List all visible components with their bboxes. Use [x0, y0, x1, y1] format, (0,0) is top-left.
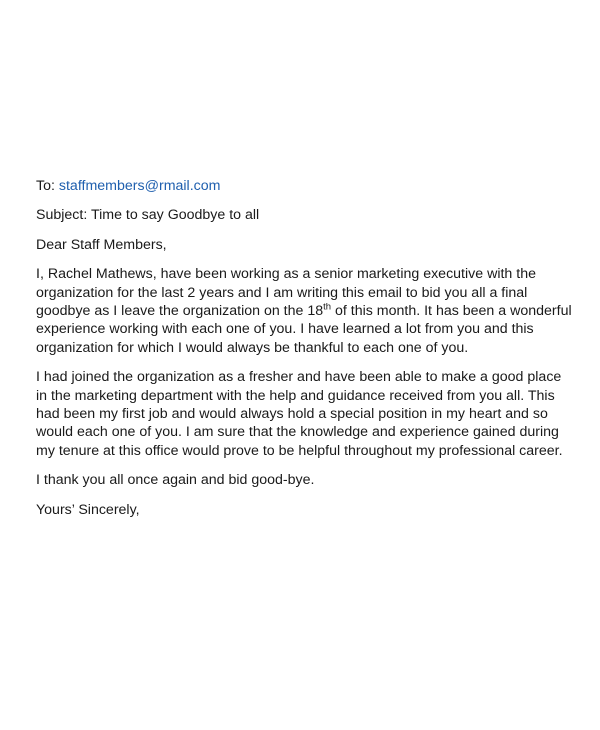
recipient-email-link[interactable]: staffmembers@rmail.com [58, 178, 221, 194]
salutation: Dear Staff Members, [36, 236, 167, 253]
paragraph-intro [36, 265, 576, 357]
subject-text: Time to say Goodbye to all [90, 207, 260, 224]
subject-line [36, 206, 576, 224]
paragraph-thanks: I thank you all once again and bid good-bye. [36, 472, 315, 489]
paragraph-intro-part-b: of this month. It has been a wonderful experience working with each one of you. I have learned a lot from you and this organization for which I would always be thankful to each one of you. [36, 303, 572, 356]
paragraph-intro-part-a: I, Rachel Mathews, have been working as a senior marketing executive with the organization for the last 2 years and I am writing this email to bid you all a final goodbye as I leave the organization on the 18 [36, 266, 536, 320]
to-label: To: [36, 178, 55, 194]
email-letter [36, 177, 576, 519]
paragraph-experience: I had joined the organization as a fresher and have been able to make a good place in the marketing department with the help and guidance received from you all. This had been my first job and would always hold a special position in my heart and so would each one of you. I am sure that the knowledge and experience gained during my tenure at this office would prove to be helpful throughout my professional career. [36, 369, 563, 459]
closing-signoff: Yours’ Sincerely, [36, 501, 140, 518]
date-ordinal-superscript: th [323, 301, 332, 313]
subject-label: Subject: [36, 207, 88, 224]
to-line [36, 177, 576, 195]
